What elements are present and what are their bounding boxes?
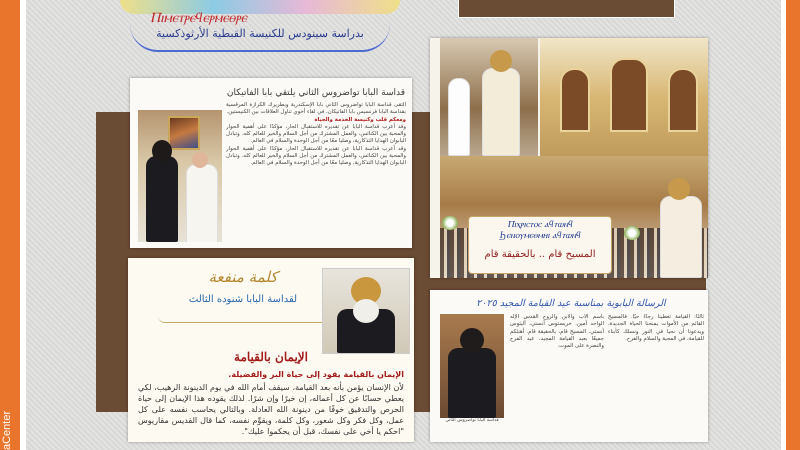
coptic-pope-hood [152, 140, 172, 162]
faith-resurrection-lead: الإيمان بالقيامة يقود إلى حياة البر والفضيلة. [228, 370, 404, 379]
vatican-pope-head [192, 152, 208, 168]
word-of-benefit-subtitle: لقداسة البابا شنوده الثالث [188, 294, 298, 305]
pope-vestment-figure [482, 68, 520, 156]
article-1-subhead: ومعكم قلب وكنيسة الخدمة والحياة [314, 116, 406, 123]
deacon-figure [448, 78, 470, 156]
flowers-icon [624, 226, 640, 240]
pope-beard [353, 299, 379, 323]
papal-message-column-1: باسم الآب والابن والروح القدس الإله الواحد آمين. خريستوس آنستي، آليثوس آنستي. المسيح قام، بالحقيقة قام. أهنئكم جميعًا بعيد القيامة المجيد، عيد الفرح والنصرة على الموت. [510, 314, 604, 350]
papal-photo-caption: قداسة البابا تواضروس الثاني [445, 418, 499, 423]
pope-writing-figure [448, 348, 496, 418]
article-1-text [226, 102, 406, 244]
article-1-body-cont: وقد أعرب قداسة البابا عن تقديره للاستقبال الحار، مؤكدًا على أهمية الحوار والمحبة بين الكنائس، والعمل المشترك من أجل السلام والخير للعالم كله. وتبادل البابوان الهدايا التذكارية، وصليا معًا من أجل الوحدة والسلام في العالم. [226, 145, 406, 167]
article-papal-easter-message[interactable] [430, 290, 708, 442]
papal-message-column-2: ثالثًا: القيامة تعطينا رجاءً حيًا. فالمسيح القائم من الأموات يمنحنا الحياة الجديدة، ويدعونا أن نحيا في النور ونسلك كأبناء للقيامة، في المحبة والسلام والفرح. [608, 314, 704, 342]
coptic-pope-figure [146, 156, 178, 242]
altar-arch-center [610, 58, 648, 132]
altar-arch-left [560, 68, 590, 132]
papal-message-photo [440, 314, 504, 418]
pope-preaching-figure [660, 196, 702, 278]
easter-coptic-line-2: Ϧⲉⲛⲟⲩⲙⲉⲑⲙⲏⲓ ⲁϥⲧⲱⲛϥ [499, 231, 581, 241]
liturgy-photo-small [440, 38, 538, 156]
article-pope-meeting[interactable] [130, 78, 412, 248]
masthead-subtitle: بدراسة سينودس للكنيسة القبطية الأرثوذكسية [156, 27, 364, 40]
masthead-coptic-title: Ⲡⲓⲙⲉⲧⲣⲉϥⲉⲣⲙⲉⲑⲣⲉ [150, 10, 247, 26]
article-easter-liturgy[interactable] [430, 38, 708, 278]
pope-crown [490, 50, 512, 72]
pope-hood [460, 328, 484, 352]
word-of-benefit-title: كلمة منفعة [208, 268, 278, 286]
pope-meeting-photo [138, 110, 222, 242]
masthead-logo [110, 0, 430, 60]
right-orange-border [786, 0, 800, 450]
pope-shenouda-portrait [322, 268, 410, 354]
pope-crown-2 [668, 178, 690, 200]
top-brown-box [458, 0, 675, 18]
article-1-intro: التقى قداسة البابا تواضروس الثاني بابا الإسكندرية وبطريرك الكرازة المرقسية بقداسة البابا فرنسيس بابا الفاتيكان، في لقاء أخوي تناول العلاقات بين الكنيستين. [226, 102, 406, 116]
faith-resurrection-heading: الإيمان بالقيامة [234, 350, 308, 364]
article-word-of-benefit[interactable] [128, 258, 414, 442]
papal-message-title: الرسالة البابوية بمناسبة عيد القيامة المجيد ٢٠٢٥ [476, 298, 666, 309]
article-1-title: قداسة البابا تواضروس الثاني يلتقي بابا الفاتيكان [226, 88, 406, 98]
wall-painting [168, 116, 200, 150]
easter-coptic-greeting [469, 220, 611, 242]
flowers-icon [442, 216, 458, 230]
article-1-body: وقد أعرب قداسة البابا عن تقديره للاستقبال الحار، مؤكدًا على أهمية الحوار والمحبة بين الكنائس، والعمل المشترك من أجل السلام والخير للعالم كله. وتبادل البابوان الهدايا التذكارية، وصليا معًا من أجل الوحدة والسلام في العالم. [226, 123, 406, 145]
easter-greeting-banner [468, 216, 612, 274]
easter-coptic-line-1: Ⲡⲓⲭⲣⲓⲥⲧⲟⲥ ⲁϥⲧⲱⲛϥ [507, 220, 573, 230]
vatican-pope-figure [186, 164, 218, 242]
cathedral-altar-photo [540, 38, 708, 156]
easter-arabic-greeting: المسيح قام .. بالحقيقة قام [484, 249, 596, 260]
faith-resurrection-body: لأن الإنسان يؤمن بأنه بعد القيامة، سيقف أمام الله في يوم الدينونة الرهيب، لكي يعطي حسابًا عن كل أعماله، إن خيرًا وإن شرًا. لذلك يقوده هذا الإيمان إلى حياة الحرص والتدقيق خوفًا من دينونة الله العادلة. وبالتالي يحاسب نفسه على كل عمل، وكل فكر وكل شعور، وكل كلمة، ويقوِّم نفسه، كما قال القديس مقاريوس "احكم يا أخي على نفسك، قبل أن يحكموا عليك". [138, 383, 404, 436]
decorative-swash [158, 316, 328, 323]
altar-arch-right [668, 68, 698, 132]
side-label: aCenter [1, 410, 13, 450]
